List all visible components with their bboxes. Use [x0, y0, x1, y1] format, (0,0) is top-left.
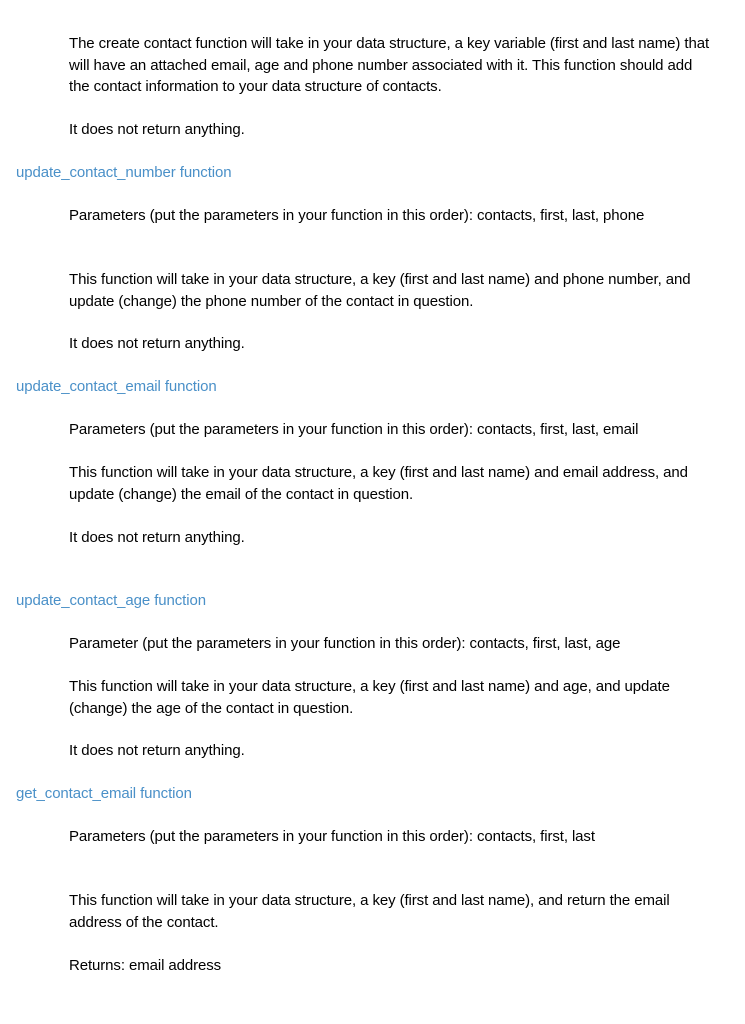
section-returns: It does not return anything. [69, 335, 245, 352]
section-returns: Returns: email address [69, 957, 222, 974]
section-params: Parameters (put the parameters in your function in this order): contacts, first, last, email [69, 421, 639, 438]
section-returns: It does not return anything. [69, 529, 245, 546]
section-heading-get-contact-email: get_contact_email function [16, 785, 192, 802]
section-heading-update-contact-number: update_contact_number function [16, 164, 232, 181]
section-params: Parameters (put the parameters in your function in this order): contacts, first, last [69, 828, 595, 845]
section-returns: It does not return anything. [69, 742, 245, 759]
intro-paragraph: The create contact function will take in your data structure, a key variable (first and last name) that will have an attached email, age and phone number associated with it. This function should add the contact information to your data structure of contacts. [69, 35, 710, 95]
section-heading-update-contact-email: update_contact_email function [16, 378, 217, 395]
section-params: Parameters (put the parameters in your function in this order): contacts, first, last, phone [69, 207, 645, 224]
section-params: Parameter (put the parameters in your function in this order): contacts, first, last, age [69, 635, 621, 652]
section-description: This function will take in your data structure, a key (first and last name) and age, and update (change) the age of the contact in question. [69, 678, 670, 717]
section-description: This function will take in your data structure, a key (first and last name), and return the email address of the contact. [69, 892, 670, 931]
intro-returns: It does not return anything. [69, 121, 245, 138]
section-heading-update-contact-age: update_contact_age function [16, 592, 206, 609]
section-description: This function will take in your data structure, a key (first and last name) and phone number, and update (change) the phone number of the contact in question. [69, 271, 691, 310]
section-description: This function will take in your data structure, a key (first and last name) and email address, and update (change) the email of the contact in question. [69, 464, 688, 503]
